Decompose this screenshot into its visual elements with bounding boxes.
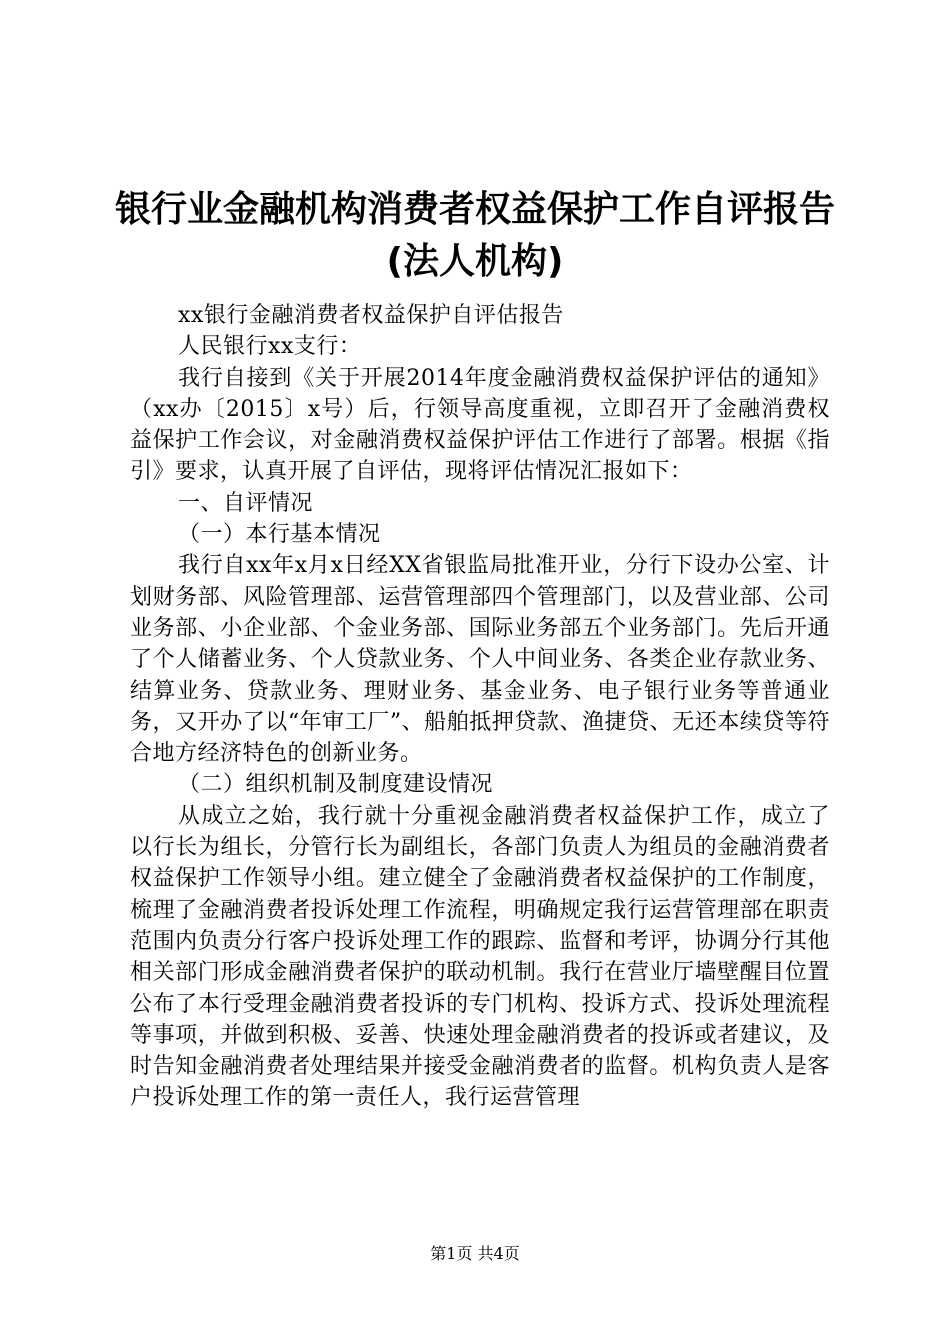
paragraph-intro: 我行自接到《关于开展2014年度金融消费权益保护评估的通知》（xx办〔2015〕x号）后，行领导高度重视，立即召开了金融消费权益保护工作会议，对金融消费权益保护评估工作进行了部署。根据《指引》要求，认真开展了自评估，现将评估情况汇报如下： xyxy=(130,365,830,485)
document-title-line-1: 银行业金融机构消费者权益保护工作自评报告 xyxy=(114,189,835,230)
paragraph-organization: 从成立之始，我行就十分重视金融消费者权益保护工作，成立了以行长为组长，分管行长为副组长，各部门负责人为组员的金融消费者权益保护工作领导小组。建立健全了金融消费者权益保护的工作制度，梳理了金融消费者投诉处理工作流程，明确规定我行运营管理部在职责范围内负责分行客户投诉处理工作的跟踪、监督和考评，协调分行其他相关部门形成金融消费者保护的联动机制。我行在营业厅墙壁醒目位置公布了本行受理金融消费者投诉的专门机构、投诉方式、投诉处理流程等事项，并做到积极、妥善、快速处理金融消费者的投诉或者建议，及时告知金融消费者处理结果并接受金融消费者的监督。机构负责人是客户投诉处理工作的第一责任人，我行运营管理 xyxy=(130,803,830,1111)
paragraph-report-heading: xx银行金融消费者权益保护自评估报告 xyxy=(178,303,564,328)
document-body xyxy=(130,300,830,1114)
page-number-footer: 第1页 共4页 xyxy=(430,1244,520,1263)
paragraph-basic-info: 我行自xx年x月x日经XX省银监局批准开业，分行下设办公室、计划财务部、风险管理部、运营管理部四个管理部门，以及营业部、公司业务部、小企业部、个金业务部、国际业务部五个业务部门。先后开通了个人储蓄业务、个人贷款业务、个人中间业务、各类企业存款业务、结算业务、贷款业务、理财业务、基金业务、电子银行业务等普通业务，又开办了以“年审工厂”、船舶抵押贷款、渔捷贷、无还本续贷等符合地方经济特色的创新业务。 xyxy=(130,553,830,767)
subsection-heading-basic-info: （一）本行基本情况 xyxy=(178,522,381,548)
document-title-line-2: (法人机构) xyxy=(386,241,564,282)
paragraph-salutation: 人民银行xx支行： xyxy=(178,334,362,360)
subsection-heading-organization: （二）组织机制及制度建设情况 xyxy=(178,772,494,798)
section-heading-self-evaluation: 一、自评情况 xyxy=(178,490,314,516)
